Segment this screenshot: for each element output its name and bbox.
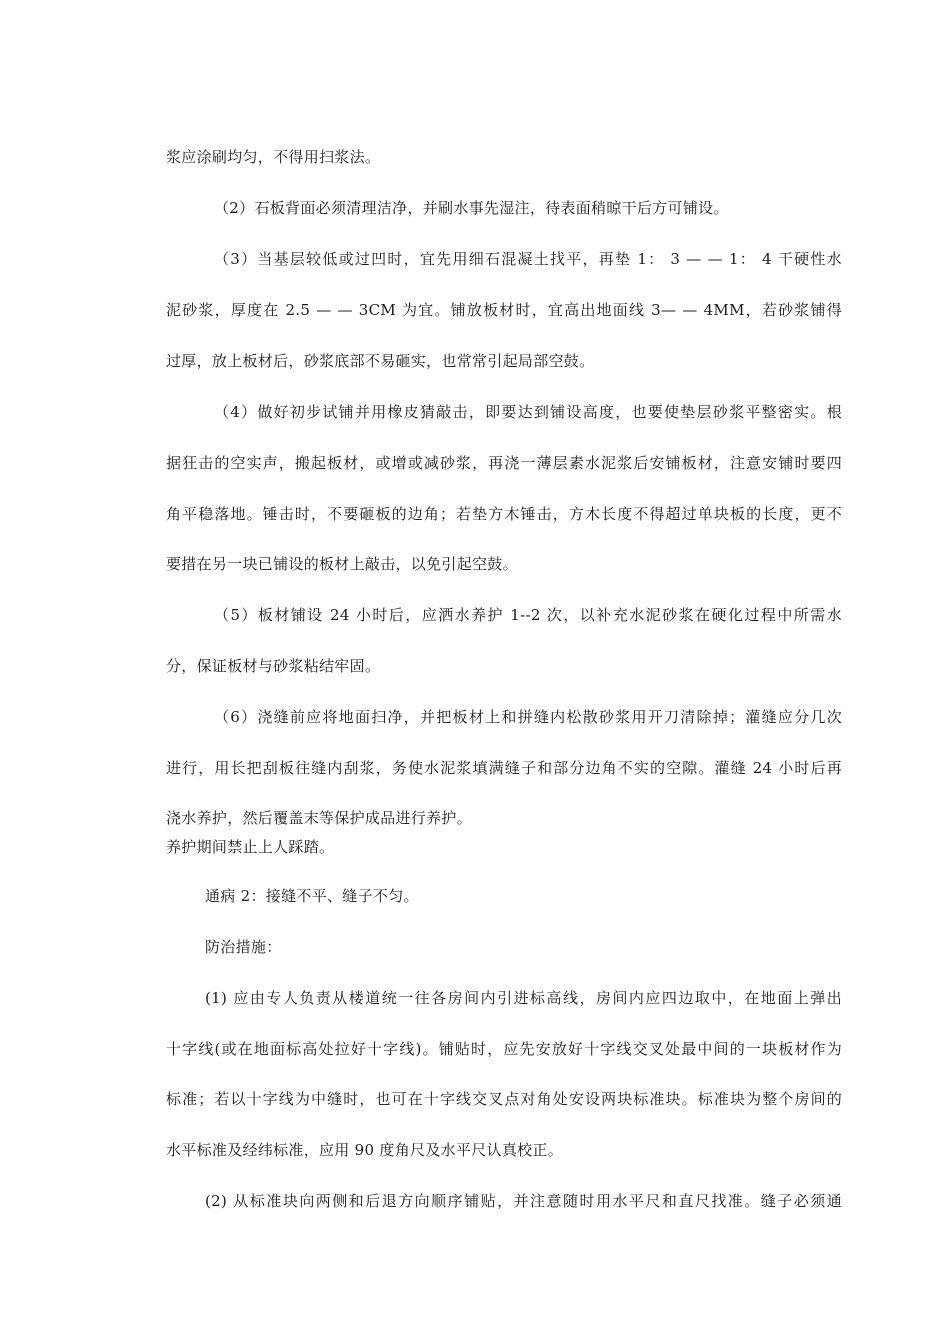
paragraph-line: 角平稳落地。锤击时，不要砸板的边角；若垫方木锤击，方木长度不得超过单块板的长度，更不 [166, 505, 842, 523]
paragraph-line: 浇水养护，然后覆盖末等保护成品进行养护。 [166, 809, 473, 827]
section-heading: 通病 2：接缝不平、缝子不匀。 [205, 887, 419, 905]
paragraph-line: （4）做好初步试铺并用橡皮猜敲击，即要达到铺设高度，也要使垫层砂浆平整密实。根 [214, 403, 842, 421]
section-heading: 防治措施： [205, 938, 282, 956]
paragraph-line: （5）板材铺设 24 小时后，应洒水养护 1--2 次，以补充水泥砂浆在硬化过程中所需水 [214, 606, 842, 624]
paragraph-line: 分，保证板材与砂浆粘结牢固。 [166, 657, 381, 675]
paragraph-line: 泥砂浆，厚度在 2.5 — — 3CM 为宜。铺放板材时，宜高出地面线 3— — 4MM，若砂浆铺得 [166, 301, 842, 319]
paragraph-line: （3）当基层较低或过凹时，宜先用细石混凝土找平，再垫 1： 3 — — 1： 4 干硬性水 [214, 250, 842, 268]
paragraph-line: 标准；若以十字线为中缝时，也可在十字线交叉点对角处安设两块标准块。标准块为整个房间的 [166, 1090, 842, 1108]
paragraph-line: （2）石板背面必须清理洁净，并刷水事先湿注，待表面稍晾干后方可铺设。 [214, 199, 729, 217]
paragraph-line: (2) 从标准块向两侧和后退方向顺序铺贴，并注意随时用水平尺和直尺找准。缝子必须通 [205, 1192, 842, 1210]
paragraph-line: 浆应涂刷均匀，不得用扫浆法。 [166, 148, 381, 166]
paragraph-line: （6）浇缝前应将地面扫净，并把板材上和拼缝内松散砂浆用开刀清除掉；灌缝应分几次 [214, 708, 842, 726]
paragraph-line: 要措在另一块已铺设的板材上敲击，以免引起空鼓。 [166, 555, 518, 573]
paragraph-line: 十字线(或在地面标高处拉好十字线)。铺贴时，应先安放好十字线交叉处最中间的一块板材作为 [166, 1040, 842, 1058]
paragraph-line: 据狂击的空实声，搬起板材，或增或减砂浆，再浇一薄层素水泥浆后安铺板材，注意安铺时要四 [166, 454, 842, 472]
paragraph-line: 养护期间禁止上人踩踏。 [166, 838, 335, 856]
paragraph-line: 进行，用长把刮板往缝内刮浆，务使水泥浆填满缝子和部分边角不实的空隙。灌缝 24 小时后再 [166, 759, 842, 777]
paragraph-line: (1) 应由专人负责从楼道统一往各房间内引进标高线，房间内应四边取中，在地面上弹出 [205, 989, 842, 1007]
paragraph-line: 水平标准及经纬标准，应用 90 度角尺及水平尺认真校正。 [166, 1141, 564, 1159]
paragraph-line: 过厚，放上板材后，砂浆底部不易砸实，也常常引起局部空鼓。 [166, 352, 595, 370]
